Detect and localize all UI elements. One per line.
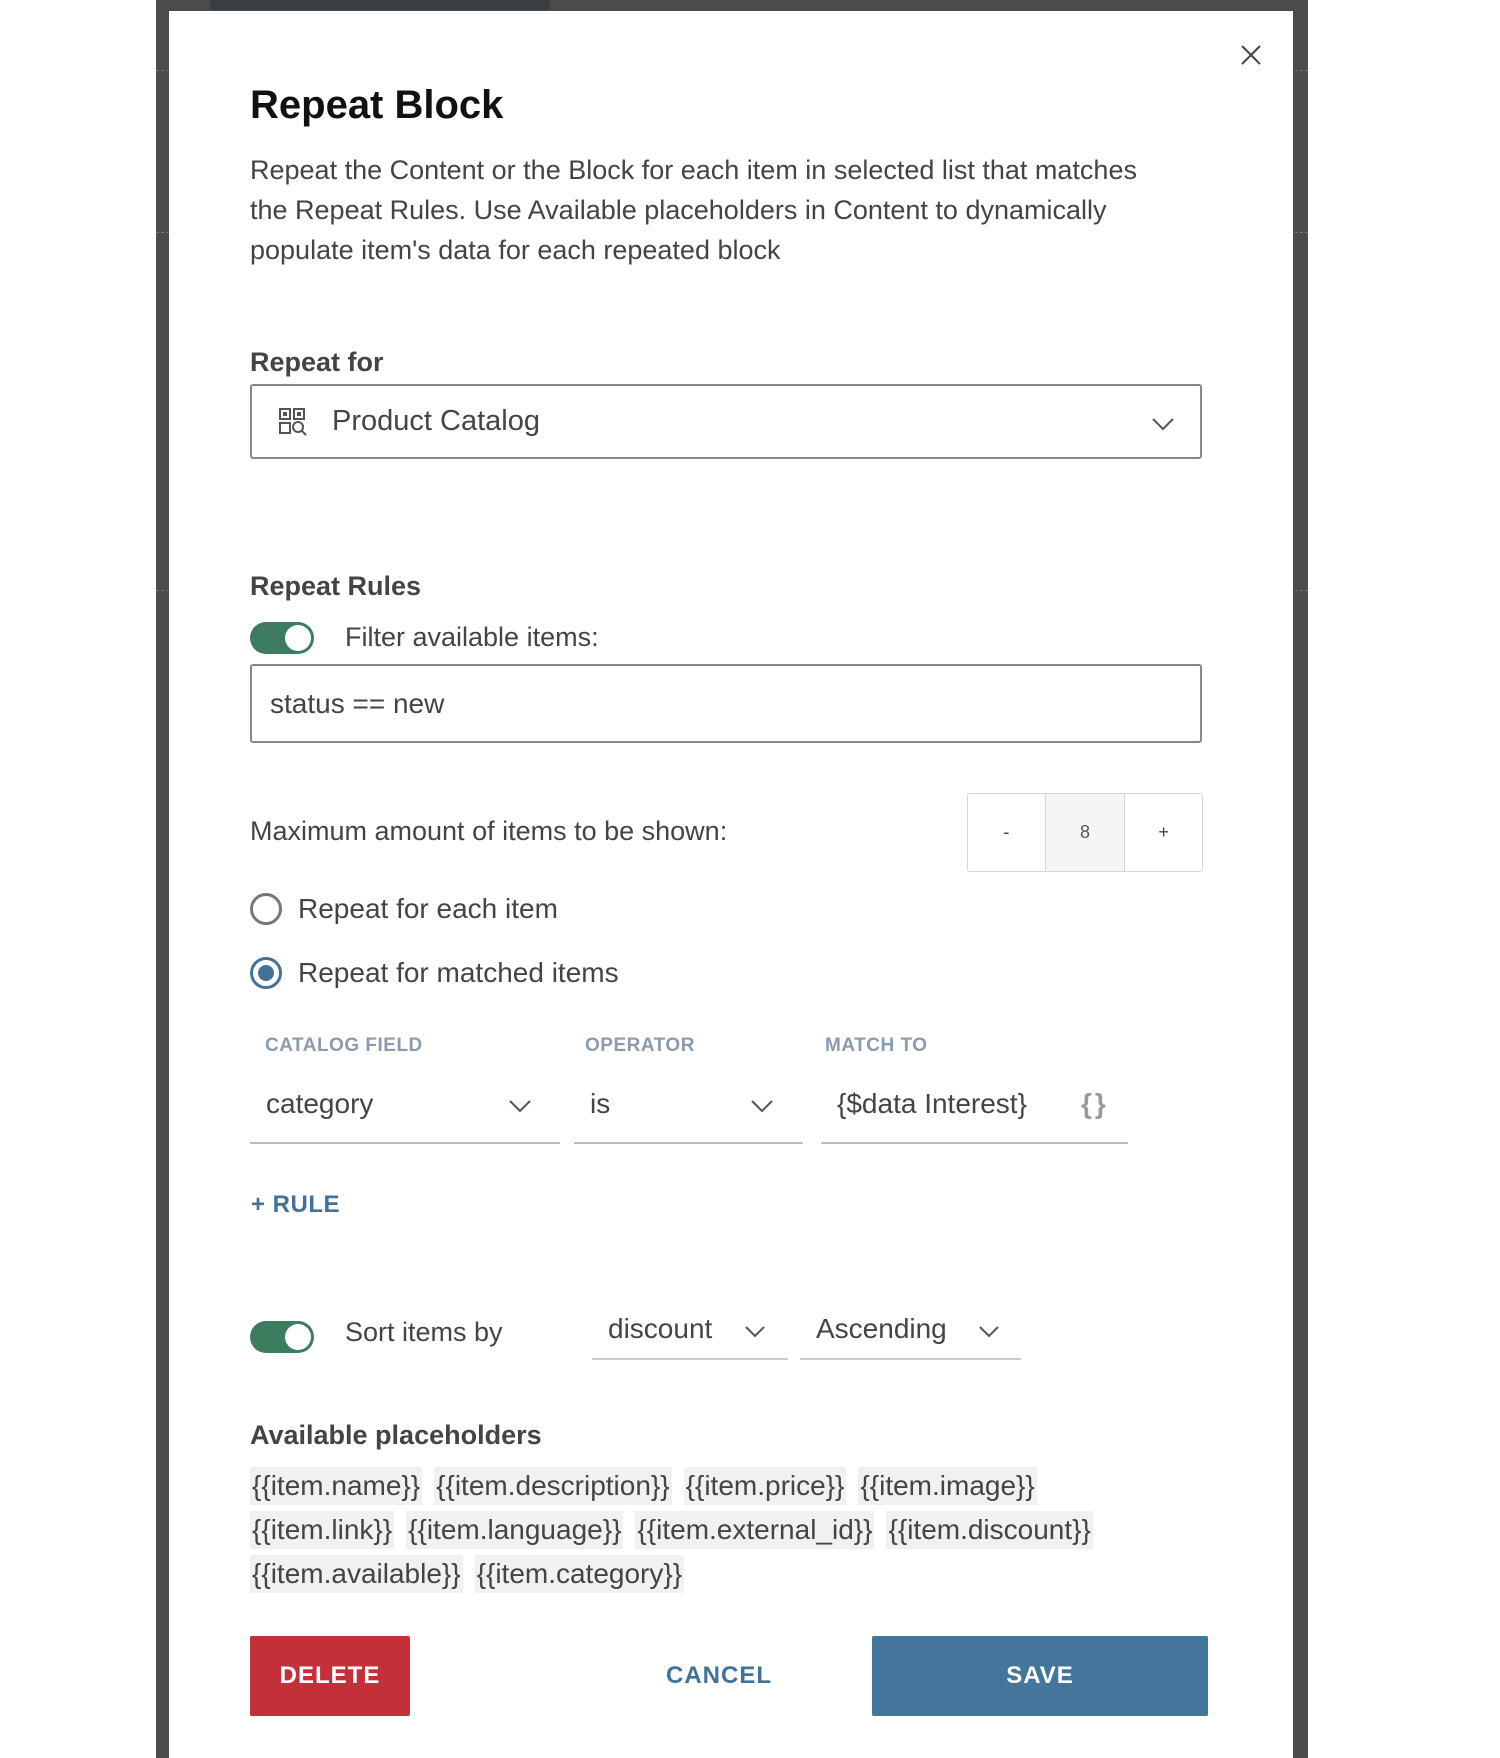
sort-toggle[interactable]: [250, 1321, 314, 1353]
placeholder-chip[interactable]: {{item.discount}}: [886, 1511, 1092, 1549]
add-rule-button[interactable]: + RULE: [251, 1191, 341, 1218]
max-items-label: Maximum amount of items to be shown:: [250, 816, 728, 846]
operator-value: is: [590, 1088, 611, 1119]
sort-label: Sort items by: [345, 1317, 503, 1347]
delete-button[interactable]: DELETE: [250, 1636, 410, 1716]
column-header-match-to: MATCH TO: [825, 1035, 928, 1056]
save-button[interactable]: SAVE: [872, 1636, 1208, 1716]
repeat-for-label: Repeat for: [250, 347, 384, 377]
column-header-catalog-field: CATALOG FIELD: [265, 1035, 423, 1056]
repeat-for-select[interactable]: [250, 384, 1202, 459]
placeholder-chip[interactable]: {{item.price}}: [684, 1467, 847, 1505]
operator-select[interactable]: [574, 1066, 803, 1144]
match-to-field[interactable]: [821, 1066, 1128, 1144]
filter-input[interactable]: [250, 664, 1202, 743]
placeholders-label: Available placeholders: [250, 1420, 542, 1450]
placeholder-list: [250, 1464, 1190, 1596]
close-button[interactable]: [1235, 39, 1267, 71]
radio-label: Repeat for matched items: [298, 957, 619, 988]
placeholder-chip[interactable]: {{item.category}}: [475, 1555, 684, 1593]
placeholder-chip[interactable]: {{item.image}}: [858, 1467, 1036, 1505]
radio-label: Repeat for each item: [298, 893, 558, 924]
close-icon: [1239, 43, 1263, 67]
chevron-down-icon: [978, 1322, 1000, 1340]
placeholder-chip[interactable]: {{item.name}}: [250, 1467, 422, 1505]
placeholder-chip[interactable]: {{item.link}}: [250, 1511, 394, 1549]
column-header-operator: OPERATOR: [585, 1035, 695, 1056]
catalog-field-value: category: [266, 1088, 374, 1119]
radio-repeat-matched[interactable]: [250, 957, 619, 989]
chevron-down-icon: [1150, 411, 1176, 437]
background-header: [210, 0, 550, 10]
catalog-field-select[interactable]: [250, 1066, 560, 1144]
placeholder-chip[interactable]: {{item.description}}: [434, 1467, 672, 1505]
toggle-knob: [285, 625, 311, 651]
radio-repeat-each[interactable]: [250, 893, 558, 925]
placeholder-chip[interactable]: {{item.language}}: [406, 1511, 623, 1549]
max-items-value[interactable]: 8: [1045, 794, 1126, 871]
cancel-button[interactable]: CANCEL: [666, 1662, 772, 1689]
placeholder-chip[interactable]: {{item.external_id}}: [635, 1511, 874, 1549]
chevron-down-icon: [744, 1322, 766, 1340]
max-items-stepper: [967, 793, 1203, 872]
match-to-value: {$data Interest}: [837, 1088, 1027, 1119]
catalog-icon: [278, 407, 308, 437]
increment-button[interactable]: +: [1158, 822, 1169, 842]
filter-toggle[interactable]: [250, 622, 314, 654]
decrement-button[interactable]: -: [1003, 822, 1010, 842]
repeat-block-dialog: [169, 11, 1293, 1758]
chevron-down-icon: [750, 1096, 774, 1116]
repeat-for-value: Product Catalog: [332, 405, 540, 437]
radio-button[interactable]: [250, 957, 282, 989]
repeat-rules-label: Repeat Rules: [250, 571, 422, 601]
sort-field-select[interactable]: [592, 1300, 788, 1360]
sort-order-value: Ascending: [816, 1313, 947, 1344]
dialog-description: Repeat the Content or the Block for each item in selected list that matches the Repeat Rules. Use Available placeholders in Content to dynamically populate item's data for each repeated block: [250, 155, 1137, 265]
toggle-knob: [285, 1324, 311, 1350]
radio-button[interactable]: [250, 893, 282, 925]
chevron-down-icon: [508, 1096, 532, 1116]
dialog-title: Repeat Block: [250, 83, 504, 127]
sort-order-select[interactable]: [800, 1300, 1021, 1360]
placeholder-chip[interactable]: {{item.available}}: [250, 1555, 463, 1593]
sort-field-value: discount: [608, 1313, 713, 1344]
filter-label: Filter available items:: [345, 622, 599, 652]
braces-icon[interactable]: {}: [1081, 1088, 1109, 1119]
